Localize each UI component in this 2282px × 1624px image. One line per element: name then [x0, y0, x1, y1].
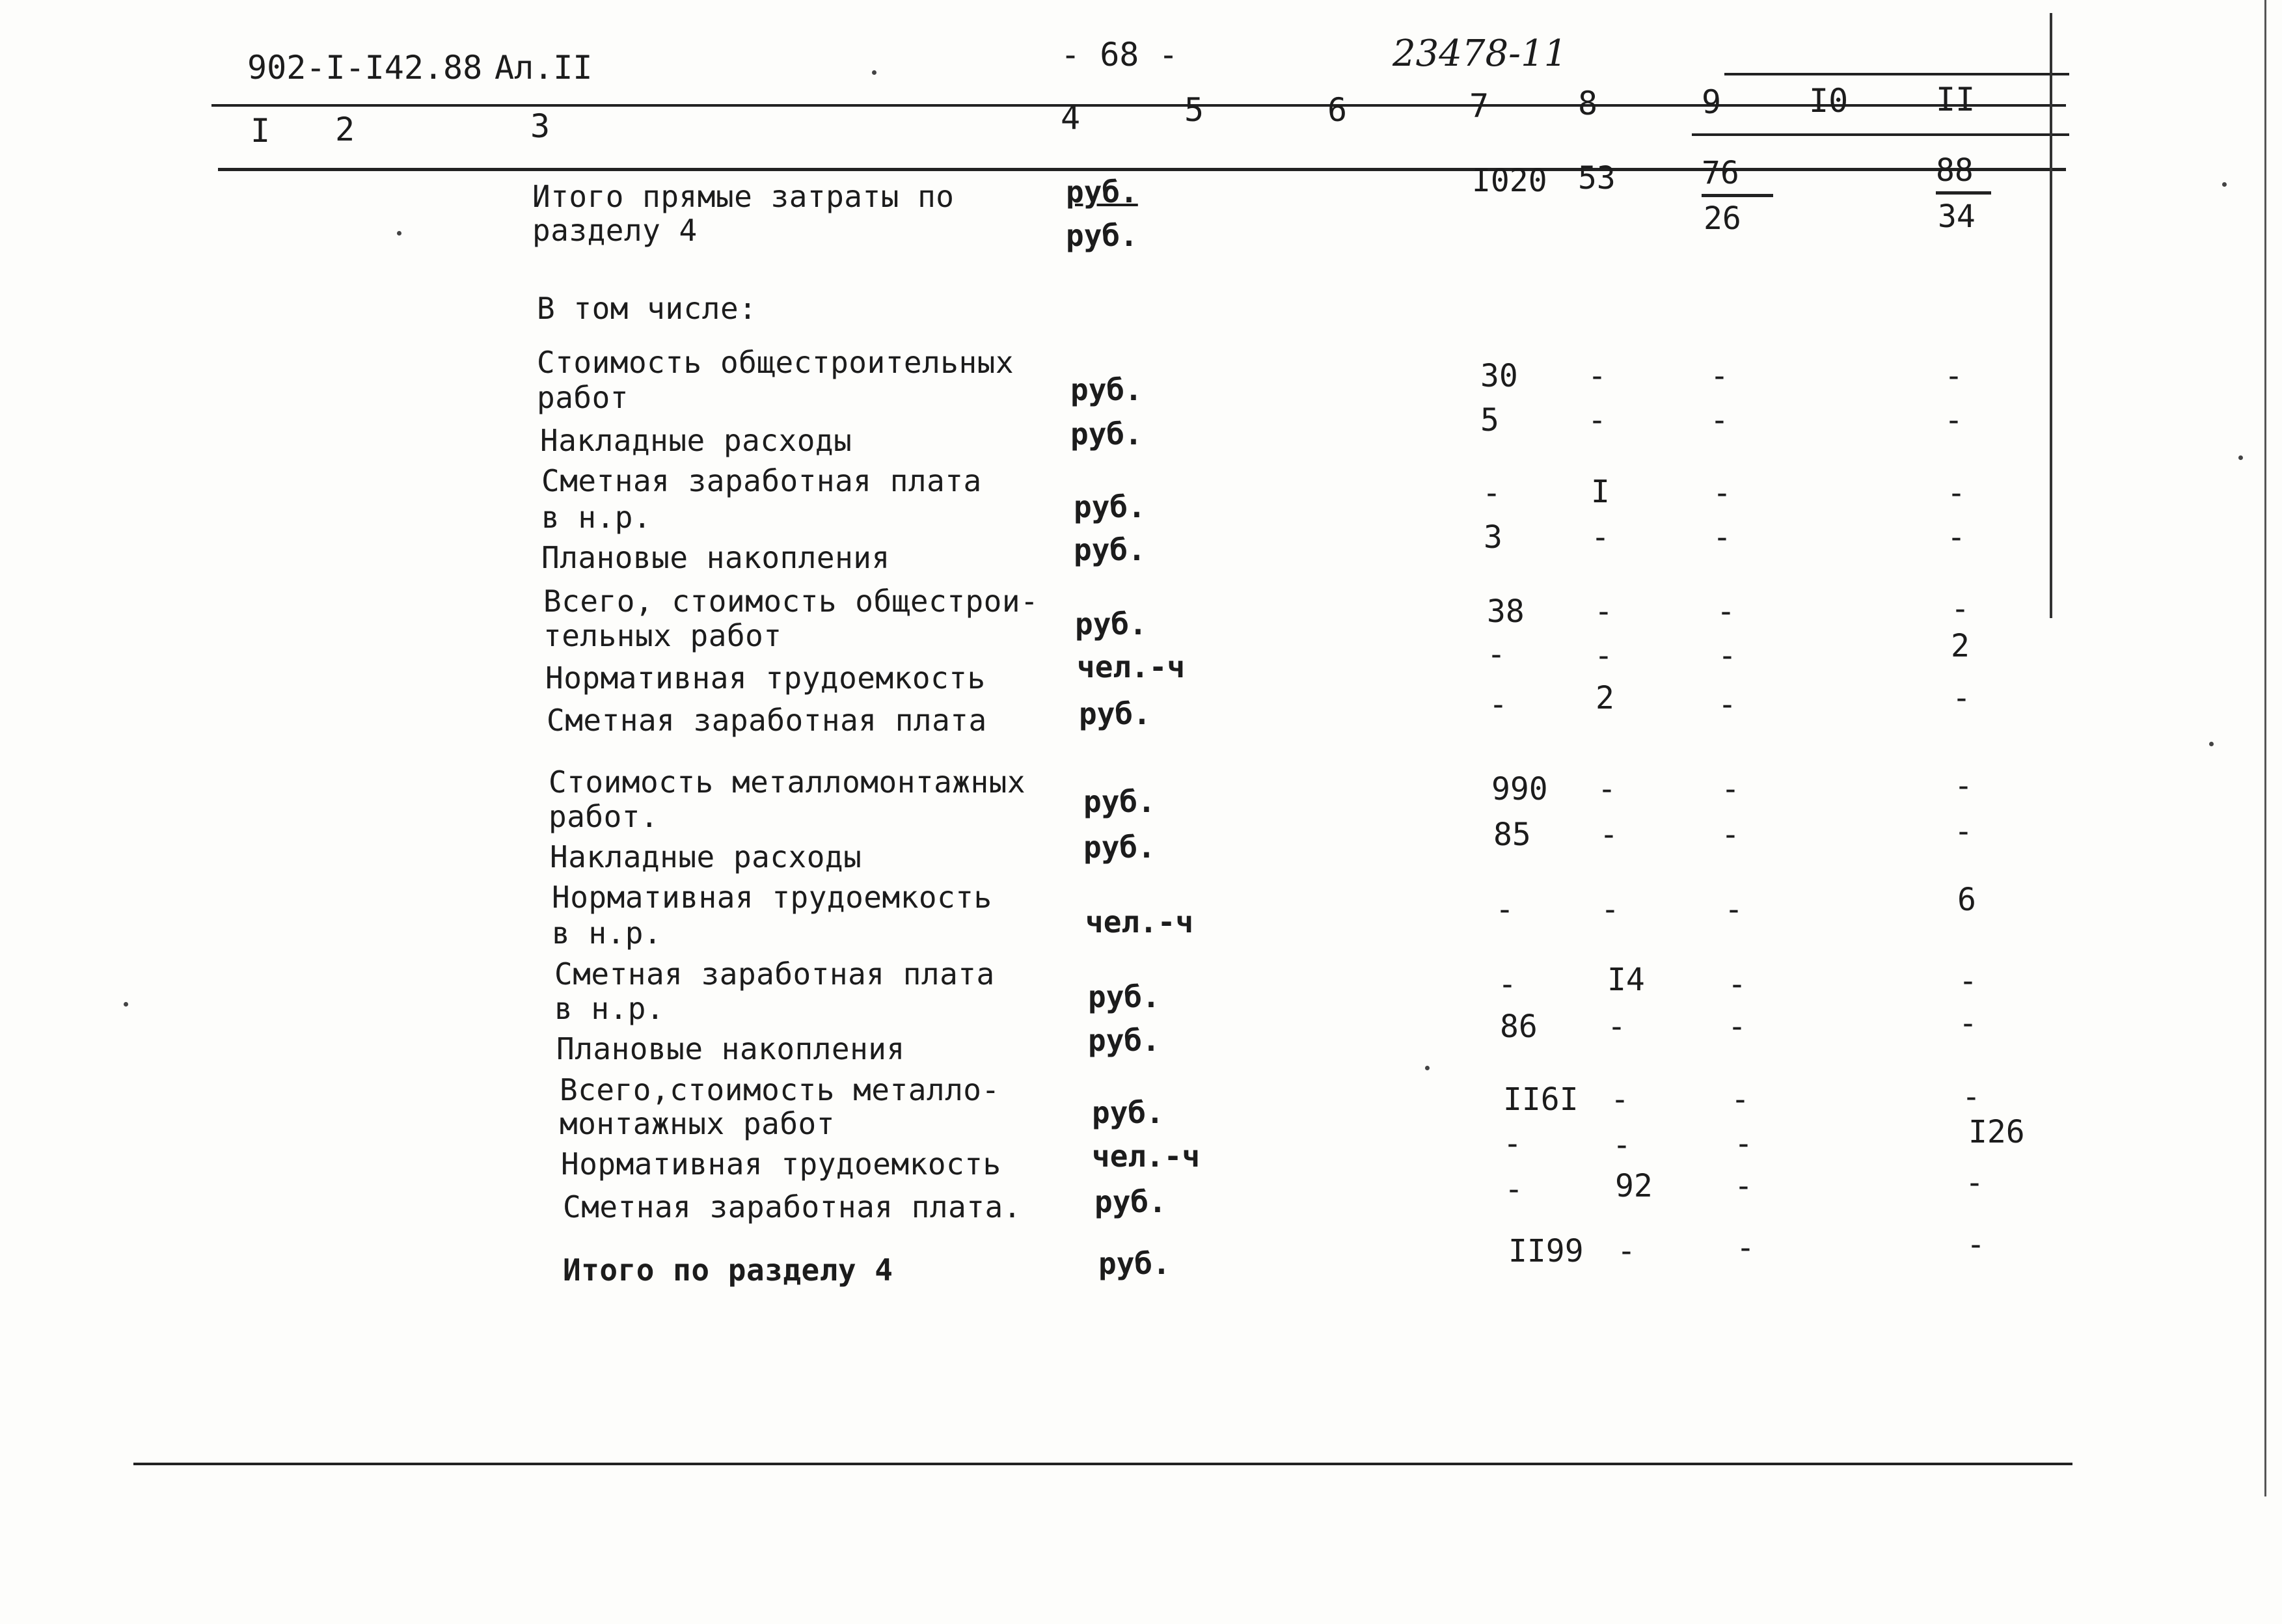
row-col8: -	[1597, 771, 1616, 807]
row-label: Накладные расходы	[550, 839, 862, 874]
row-label: Нормативная трудоемкость	[561, 1146, 1001, 1182]
row-col7: 3	[1484, 519, 1502, 556]
row-label-cont: тельных работ	[543, 618, 782, 653]
row-col11: -	[1962, 1079, 1981, 1115]
header-mid-rule	[1692, 133, 2069, 136]
row-col11: -	[1959, 963, 1977, 999]
row-label: Плановые накопления	[556, 1031, 905, 1066]
col-num-7: 7	[1469, 87, 1489, 125]
row-unit: руб.	[1074, 489, 1146, 524]
row-col9: -	[1734, 1168, 1753, 1204]
col-num-10: I0	[1809, 82, 1849, 120]
row-col9: -	[1721, 771, 1740, 807]
scan-speck	[2222, 182, 2227, 187]
row-col9: -	[1724, 891, 1743, 928]
scan-speck	[1425, 1066, 1430, 1070]
row-col11: -	[1952, 680, 1971, 716]
row-col11: -	[1954, 813, 1973, 850]
col-num-8: 8	[1578, 85, 1598, 122]
row-col11: -	[1954, 768, 1973, 804]
row-col7: 990	[1491, 771, 1548, 807]
section-total-col9-numerator: 76	[1702, 155, 1773, 197]
row-col11: -	[1944, 358, 1963, 394]
scan-speck	[2209, 742, 2214, 746]
section-total-unit-2: руб.	[1066, 218, 1138, 253]
row-label: Итого по разделу 4	[563, 1252, 893, 1288]
row-col9: -	[1736, 1230, 1755, 1266]
row-col8: -	[1617, 1233, 1636, 1269]
row-unit: руб.	[1083, 784, 1156, 819]
row-label-cont: в н.р.	[541, 500, 652, 535]
row-col7: 5	[1480, 402, 1499, 439]
bottom-rule	[133, 1463, 2072, 1465]
row-col9: -	[1718, 686, 1737, 723]
row-unit: руб.	[1079, 696, 1151, 731]
row-col7: II99	[1508, 1233, 1584, 1269]
row-col11: -	[1951, 591, 1970, 627]
row-label: Нормативная трудоемкость	[552, 880, 992, 915]
row-unit: руб.	[1098, 1246, 1171, 1281]
row-col8: -	[1588, 402, 1607, 439]
row-col7: -	[1504, 1171, 1523, 1208]
row-col9: -	[1721, 817, 1740, 853]
row-label: Стоимость общестроительных	[537, 345, 1014, 380]
scan-speck	[124, 1002, 128, 1007]
row-col9: -	[1713, 519, 1732, 556]
row-col8: I	[1591, 474, 1610, 510]
row-col11-extra: 2	[1951, 628, 1970, 664]
document-code: 902-I-I42.88	[247, 49, 483, 87]
row-label-cont: работ	[537, 380, 629, 415]
row-col8: -	[1607, 1008, 1626, 1045]
row-unit: чел.-ч	[1085, 904, 1194, 940]
right-border	[2050, 13, 2052, 618]
header-right-rule	[1724, 73, 2069, 75]
row-unit: руб.	[1070, 416, 1143, 452]
row-col7: 30	[1480, 358, 1518, 394]
row-col7: -	[1487, 636, 1506, 673]
row-col8: -	[1601, 891, 1620, 928]
row-col7: -	[1498, 966, 1517, 1003]
header-bottom-rule	[218, 168, 2066, 171]
row-col8: -	[1588, 358, 1607, 394]
handwritten-reference: 23478-11	[1392, 33, 1568, 75]
row-label: Сметная заработная плата	[547, 703, 987, 738]
section-total-col7: I020	[1472, 163, 1547, 199]
row-col11: 6	[1957, 882, 1976, 918]
row-label: Сметная заработная плата	[554, 956, 995, 992]
row-col8: -	[1612, 1127, 1631, 1163]
row-label: Накладные расходы	[540, 423, 852, 458]
album-number: Ал.II	[495, 49, 593, 87]
row-col8: 2	[1596, 680, 1614, 716]
section-total-unit-1: руб.	[1066, 174, 1138, 210]
row-col9: -	[1713, 475, 1732, 511]
row-col8: -	[1610, 1081, 1629, 1118]
row-col7: -	[1489, 686, 1508, 723]
row-col11: -	[1966, 1226, 1985, 1263]
col-num-2: 2	[335, 111, 355, 148]
row-unit: руб.	[1070, 372, 1143, 407]
scan-speck	[397, 231, 401, 236]
row-col9: -	[1734, 1126, 1753, 1162]
row-unit: чел.-ч	[1077, 649, 1186, 684]
scan-speck	[872, 70, 876, 75]
row-col9: -	[1728, 1008, 1746, 1045]
col-num-6: 6	[1327, 91, 1348, 129]
row-label: Стоимость металломонтажных	[549, 765, 1026, 800]
row-col11: -	[1944, 402, 1963, 439]
row-col7: II6I	[1503, 1081, 1579, 1118]
row-label: Плановые накопления	[541, 540, 890, 575]
row-unit: руб.	[1083, 830, 1156, 865]
page-edge	[2264, 0, 2266, 1496]
row-col11: -	[1947, 475, 1966, 511]
scan-speck	[2238, 455, 2243, 460]
row-col9: -	[1717, 593, 1735, 630]
col-num-11: II	[1936, 81, 1976, 118]
row-col11: -	[1947, 519, 1966, 556]
section-total-label-2: разделу 4	[532, 213, 698, 248]
row-col8: I4	[1607, 962, 1645, 998]
row-label: Сметная заработная плата	[541, 463, 982, 498]
row-label-cont: в н.р.	[552, 915, 662, 951]
section-total-col11-numerator: 88	[1936, 152, 1991, 195]
row-col7: -	[1495, 891, 1514, 928]
row-col7: 85	[1493, 817, 1531, 853]
col-num-5: 5	[1184, 91, 1204, 129]
col-num-4: 4	[1061, 99, 1081, 137]
row-label-cont: работ.	[549, 799, 659, 834]
row-label-cont: в н.р.	[554, 991, 665, 1026]
row-unit: руб.	[1075, 606, 1147, 642]
row-col11-extra: I26	[1968, 1114, 2025, 1150]
including-label: В том числе:	[537, 291, 757, 326]
row-unit: руб.	[1094, 1184, 1167, 1219]
row-col11: -	[1959, 1005, 1977, 1042]
row-label-cont: монтажных работ	[560, 1106, 835, 1141]
row-label: Всего, стоимость общестрои-	[543, 584, 1039, 619]
row-col7: 86	[1500, 1008, 1538, 1045]
row-label: Всего,стоимость металло-	[560, 1072, 1000, 1107]
section-total-col11-denominator: 34	[1938, 198, 1976, 235]
row-col8: -	[1594, 638, 1613, 674]
row-col8: -	[1591, 519, 1610, 556]
row-col7: -	[1503, 1126, 1522, 1162]
row-col11: -	[1965, 1165, 1984, 1201]
row-col9: -	[1710, 358, 1729, 394]
section-total-label-1: Итого прямые затраты по	[532, 179, 955, 214]
row-col8: 92	[1615, 1168, 1653, 1204]
header-top-rule	[211, 104, 2066, 107]
col-num-1: I	[251, 112, 271, 150]
row-col8: -	[1594, 593, 1613, 630]
row-col7: 38	[1487, 593, 1525, 630]
section-total-col8: 53	[1578, 160, 1616, 196]
page-number: - 68 -	[1061, 36, 1178, 74]
row-col9: -	[1731, 1081, 1750, 1118]
row-label: Сметная заработная плата.	[563, 1189, 1022, 1225]
row-unit: руб.	[1088, 979, 1160, 1014]
row-col9: -	[1718, 638, 1737, 674]
section-total-col9-denominator: 26	[1704, 200, 1741, 237]
col-num-3: 3	[530, 107, 550, 145]
row-col9: -	[1710, 402, 1729, 439]
row-col7: -	[1482, 475, 1501, 511]
row-col8: -	[1599, 817, 1618, 853]
row-col9: -	[1728, 966, 1746, 1003]
row-label: Нормативная трудоемкость	[545, 660, 986, 696]
row-unit: чел.-ч	[1092, 1139, 1201, 1174]
row-unit: руб.	[1092, 1095, 1164, 1130]
col-num-9: 9	[1702, 83, 1722, 121]
row-unit: руб.	[1074, 532, 1146, 567]
row-unit: руб.	[1088, 1023, 1160, 1058]
